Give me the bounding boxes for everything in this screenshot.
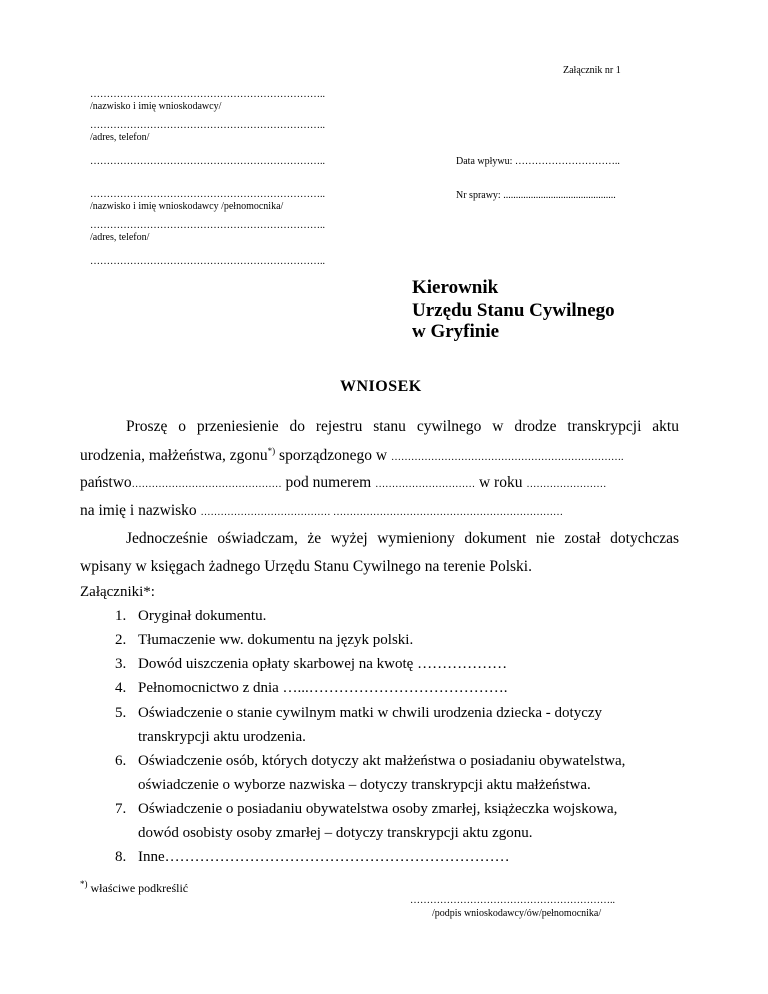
signature-caption: /podpis wnioskodawcy/ów/pełnomocnika/: [432, 908, 602, 919]
signature-dots: ……………………………………………………..: [410, 895, 615, 906]
field-proxy-address-caption: /adres, telefon/: [90, 232, 150, 243]
footnote-mark: *): [80, 879, 88, 889]
addressee-line-2: Urzędu Stanu Cywilnego: [412, 300, 615, 321]
field-proxy-extra-dots: ……………………………………………………………..: [90, 256, 325, 267]
attachment-8-num: 8.: [115, 849, 127, 865]
field-applicant-extra-dots: ……………………………………………………………..: [90, 156, 325, 167]
para1-drawn-up: sporządzonego w: [275, 447, 391, 465]
field-applicant-address-caption: /adres, telefon/: [90, 132, 150, 143]
field-proxy-address-dots: ……………………………………………………………..: [90, 220, 325, 231]
name-dots: ………………………………… ……………………………………………………………: [200, 507, 564, 518]
para1-line2: [80, 446, 623, 465]
para1-name: na imię i nazwisko: [80, 502, 201, 519]
para2-line2: wpisany w księgach żadnego Urzędu Stanu Cywilnego na terenie Polski.: [80, 558, 532, 575]
footnote-text: właściwe podkreślić: [87, 881, 189, 895]
attachment-7-line1: Oświadczenie o posiadaniu obywatelstwa osoby zmarłej, książeczka wojskowa,: [138, 801, 618, 817]
year-dots: ……………………: [526, 479, 607, 490]
attachment-4-num: 4.: [115, 680, 127, 696]
addressee-line-1: Kierownik: [412, 277, 499, 298]
attachment-6-line2: oświadczenie o wyborze nazwiska – dotyczy transkrypcji aktu małżeństwa.: [138, 777, 591, 793]
attachment-7-line2: dowód osobisty osoby zmarłej – dotyczy transkrypcji aktu zgonu.: [138, 825, 533, 841]
para1-footnote-mark: *): [267, 446, 276, 456]
para1-line3: [80, 474, 606, 492]
attachment-1: Oryginał dokumentu.: [138, 608, 267, 624]
attachment-2-num: 2.: [115, 632, 127, 648]
place-dots: …………………………………………………………….: [390, 452, 624, 464]
attachment-2: Tłumaczenie ww. dokumentu na język polski.: [138, 632, 414, 648]
attachment-1-num: 1.: [115, 608, 127, 624]
attachment-8: Inne……………………………………………………………: [138, 849, 510, 865]
para1-line4: [80, 502, 563, 520]
para1-year: w roku: [475, 474, 527, 491]
para1-line1: Proszę o przeniesienie do rejestru stanu cywilnego w drodze transkrypcji aktu: [126, 418, 679, 435]
attachment-4: Pełnomocnictwo z dnia …...………………………………….: [138, 680, 508, 696]
attachment-3-num: 3.: [115, 656, 127, 672]
para1-country: państwo: [80, 474, 132, 491]
case-number-field: Nr sprawy: .............................................: [456, 190, 616, 201]
field-proxy-name-caption: /nazwisko i imię wnioskodawcy /pełnomocnika/: [90, 201, 284, 212]
para1-acts: urodzenia, małżeństwa, zgonu: [80, 447, 268, 465]
date-received-field: Data wpływu: …………………………..: [456, 156, 620, 167]
addressee-line-3: w Gryfinie: [412, 321, 500, 342]
field-applicant-address-dots: ……………………………………………………………..: [90, 120, 325, 131]
annex-label: Załącznik nr 1: [563, 65, 621, 76]
attachments-label: Załączniki*:: [80, 584, 155, 600]
number-dots: …………………………: [375, 479, 476, 490]
attachment-6-line1: Oświadczenie osób, których dotyczy akt małżeństwa o posiadaniu obywatelstwa,: [138, 753, 626, 769]
footnote: [80, 879, 188, 896]
attachment-3: Dowód uiszczenia opłaty skarbowej na kwotę ………………: [138, 656, 508, 672]
document-title: WNIOSEK: [340, 378, 422, 395]
country-dots: ………………………………………: [131, 479, 282, 490]
attachment-5-line1: Oświadczenie o stanie cywilnym matki w chwili urodzenia dziecka - dotyczy: [138, 705, 603, 721]
attachment-7-num: 7.: [115, 801, 127, 817]
field-applicant-name-caption: /nazwisko i imię wnioskodawcy/: [90, 101, 222, 112]
para2-line1: Jednocześnie oświadczam, że wyżej wymieniony dokument nie został dotychczas: [126, 530, 679, 547]
attachment-5-num: 5.: [115, 705, 127, 721]
attachment-6-num: 6.: [115, 753, 127, 769]
field-proxy-name-dots: ……………………………………………………………..: [90, 189, 325, 200]
para1-number: pod numerem: [281, 474, 376, 491]
attachment-5-line2: transkrypcji aktu urodzenia.: [138, 729, 306, 745]
field-applicant-name-dots: ……………………………………………………………..: [90, 89, 325, 100]
